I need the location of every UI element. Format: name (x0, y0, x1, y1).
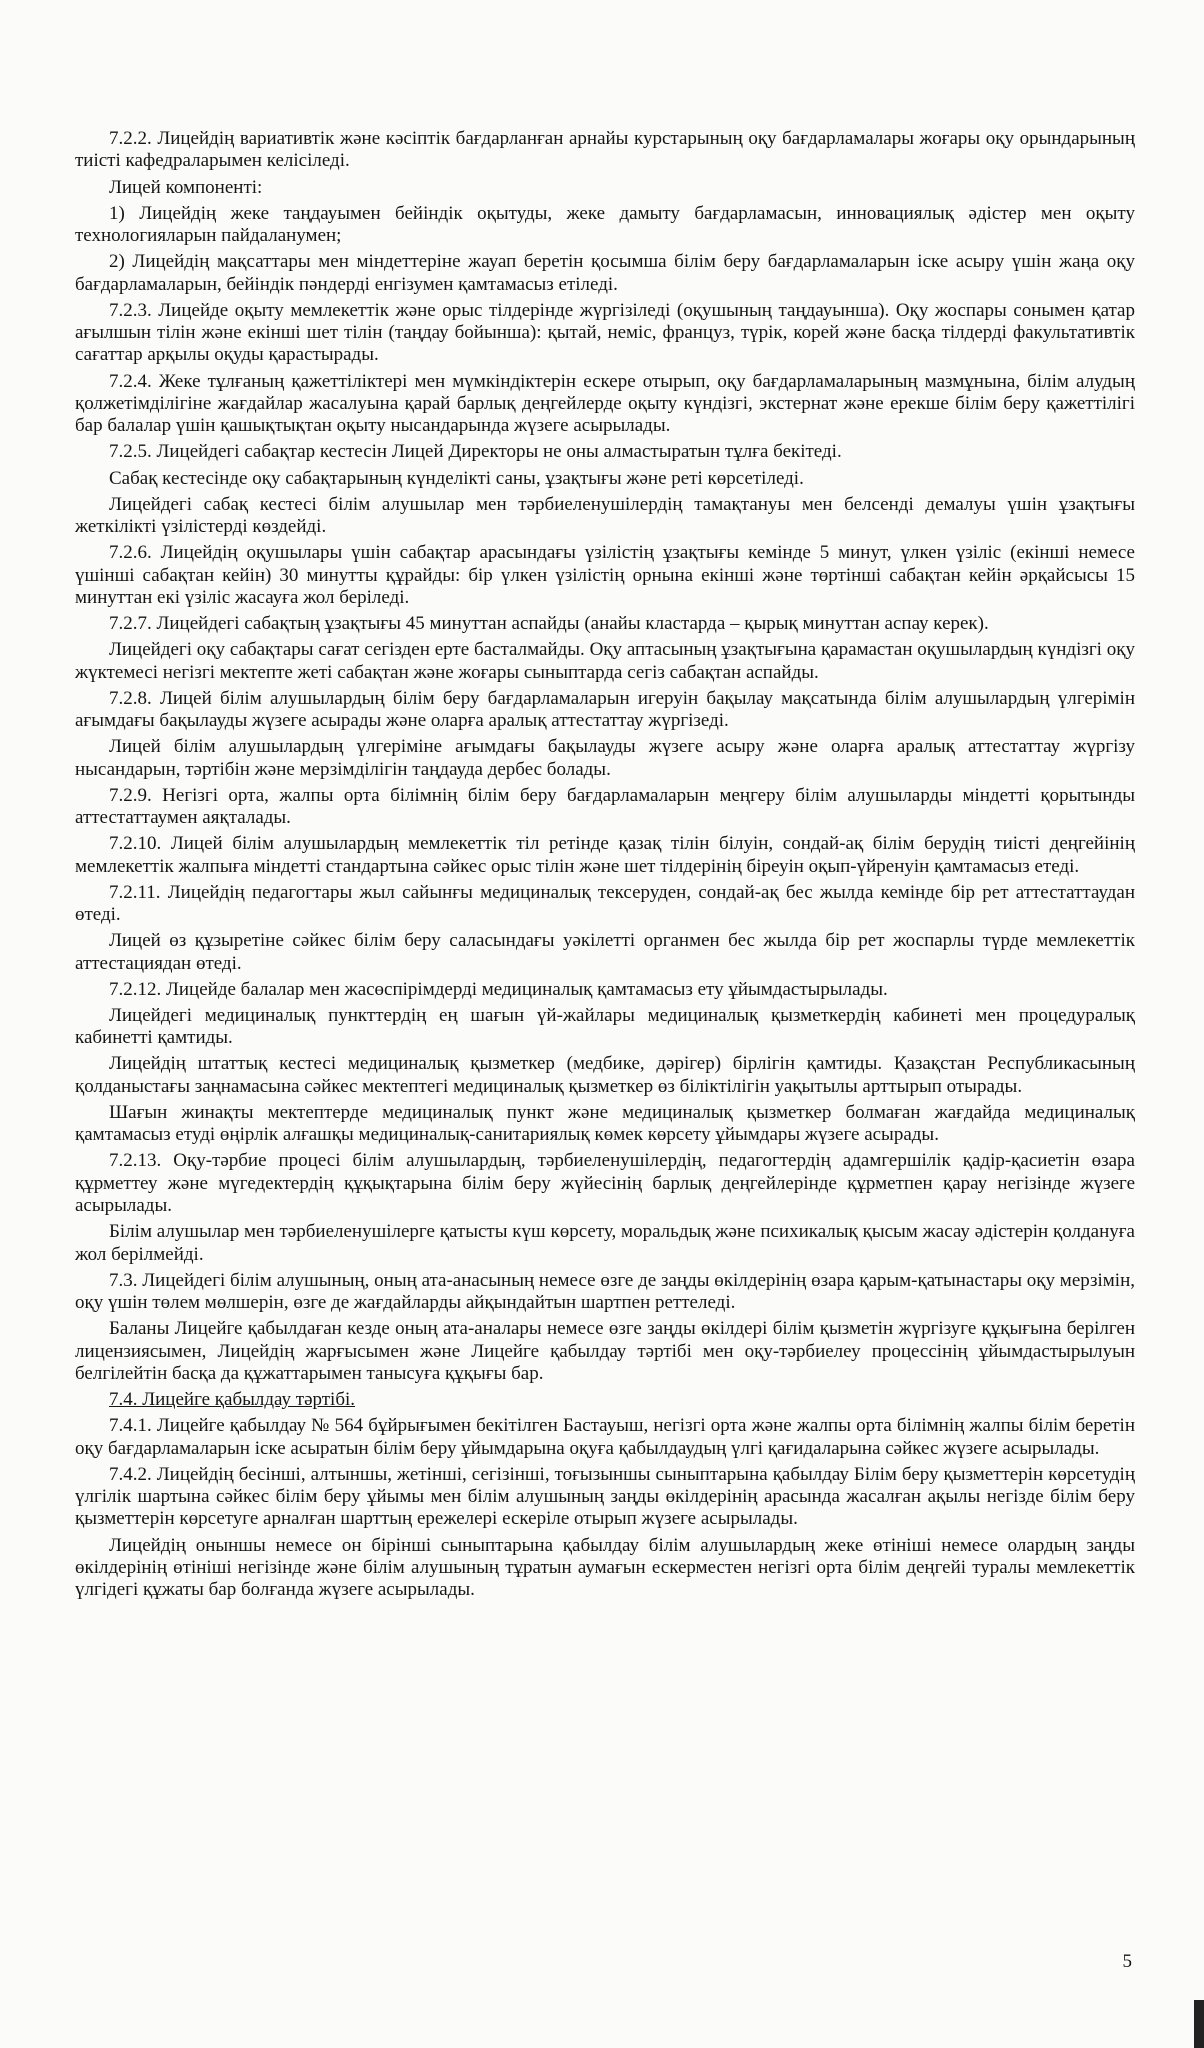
paragraph-schedule-content: Сабақ кестесінде оқу сабақтарының күнделікті саны, ұзақтығы және реті көрсетіледі. (109, 467, 804, 489)
paragraph-7-4-1: 7.4.1. Лицейге қабылдау № 564 бұйрығымен бекітілген Бастауыш, негізгі орта және жалпы орта білімнің жалпы білім беретін оқу бағдарламаларын іске асыратын білім беру ұйымдарына оқуға қабылдаудың үлгі қағидаларына сәйкес жүзеге асырылады. (75, 1415, 1135, 1459)
paragraph-lessons-start: Лицейдегі оқу сабақтары сағат сегізден ерте басталмайды. Оқу аптасының ұзақтығына қарамастан оқушылардың күндізгі оқу жүктемесі негізгі мектепте жеті сабақтан және жоғары сыныптарда сегіз сабақтан аспайды. (75, 639, 1135, 683)
document-body (75, 128, 1135, 1605)
paragraph-schedule-breaks: Лицейдегі сабақ кестесі білім алушылар мен тәрбиеленушілердің тамақтануы мен белсенді демалуы үшін ұзақтығы жеткілікті үзілістерді көздейді. (75, 493, 1135, 537)
paragraph-state-attestation: Лицей өз құзыретіне сәйкес білім беру саласындағы уәкілетті органмен бес жылда бір рет жоспарлы түрде мемлекеттік аттестациядан өтеді. (75, 930, 1135, 974)
paragraph-grades-10-11: Лицейдің оныншы немесе он бірінші сыныптарына қабылдау білім алушылардың жеке өтініші немесе олардың заңды өкілдерінің өтініші негізінде және білім алушының тұратын аумағын ескерместен негізгі орта білім деңгейі туралы мемлекеттік үлгідегі құжаты бар болғанда жүзеге асырылады. (75, 1534, 1135, 1601)
paragraph-assessment-forms: Лицей білім алушылардың үлгеріміне ағымдағы бақылауды жүзеге асыру және оларға аралық аттестаттау жүргізу нысандарын, тәртібін және мерзімділігін таңдауда дербес болады. (75, 736, 1135, 780)
scan-edge-mark (1194, 2000, 1204, 2048)
paragraph-medical-rooms: Лицейдегі медициналық пункттердің ең шағын үй-жайлары медициналық қызметкердің кабинеті мен процедуралық кабинетті қамтиды. (75, 1004, 1135, 1049)
paragraph-7-2-13: 7.2.13. Оқу-тәрбие процесі білім алушылардың, тәрбиеленушілердің, педагогтердің адамгершілік қадір-қасиетін өзара құрметтеу және мүгедектердің құқықтарына білім беру жүйесінің барлық деңгейлерінде құрметпен қарау негізінде жүзеге асырылады. (75, 1150, 1135, 1216)
paragraph-7-2-7: 7.2.7. Лицейдегі сабақтың ұзақтығы 45 минуттан аспайды (анайы кластарда – қырық минуттан аспау керек). (109, 613, 989, 634)
paragraph-medical-staff: Лицейдің штаттық кестесі медициналық қызметкер (медбике, дәрігер) бірлігін қамтиды. Қазақстан Республикасының қолданыстағы заңнамасына сәйкес мектептегі медициналық қызметкер өз біліктілігін уақытылы арттырып отырады. (75, 1053, 1135, 1097)
paragraph-7-2-4: 7.2.4. Жеке тұлғаның қажеттіліктері мен мүмкіндіктерін ескере отырып, оқу бағдарламаларының мазмұнына, білім алудың қолжетімділігіне жағдайлар жасалуына қарай барлық деңгейлерде оқыту күндізгі, экстернат және ерекше білім беру қажеттілігі бар балалар үшін қашықтықтан оқыту нысандарында жүзеге асырылады. (75, 370, 1135, 437)
paragraph-7-2-2: 7.2.2. Лицейдің вариативтік және кәсіптік бағдарланған арнайы курстарының оқу бағдарламалары жоғары оқу орындарының тиісті кафедраларымен келісіледі. (75, 128, 1135, 172)
paragraph-7-2-10: 7.2.10. Лицей білім алушылардың мемлекеттік тіл ретінде қазақ тілін білуін, сондай-ақ білім берудің тиісті деңгейінің мемлекеттік жалпыға міндетті стандартына сәйкес орыс тілін және шет тілдерінің біреуін оқып-үйренуін қамтамасыз етеді. (75, 833, 1135, 877)
paragraph-no-violence: Білім алушылар мен тәрбиеленушілерге қатысты күш көрсету, моральдық және психикалық қысым жасау әдістерін қолдануға жол берілмейді. (75, 1221, 1135, 1265)
section-heading-7-4-text: 7.4. Лицейге қабылдау тәртібі. (109, 1389, 356, 1410)
paragraph-7-2-8: 7.2.8. Лицей білім алушылардың білім беру бағдарламаларын игеруін бақылау мақсатында білім алушылардың үлгерімін ағымдағы бақылауды жүзеге асырады және оларға аралық аттестаттау жүргізеді. (75, 687, 1135, 731)
paragraph-7-2-6: 7.2.6. Лицейдің оқушылары үшін сабақтар арасындағы үзілістің ұзақтығы кемінде 5 минут, үлкен үзіліс (екінші немесе үшінші сабақтан кейін) 30 минутты құрайды: бір үлкен үзілістің орнына екінші және төртінші сабақтан кейін әрқайсысы 15 минуттан екі үзіліс жасауға жол беріледі. (75, 542, 1135, 608)
list-item-1: 1) Лицейдің жеке таңдауымен бейіндік оқытуды, жеке дамыту бағдарламасын, инновациялық әдістер мен оқыту технологияларын пайдаланумен; (75, 202, 1135, 246)
paragraph-7-2-11: 7.2.11. Лицейдің педагогтары жыл сайынғы медициналық тексеруден, сондай-ақ бес жылда кемінде бір рет аттестаттаудан өтеді. (75, 881, 1135, 925)
paragraph-parents-rights: Баланы Лицейге қабылдаған кезде оның ата-аналары немесе өзге заңды өкілдері білім қызметін жүргізуге құқығына берілген лицензиясымен, Лицейдің жарғысымен және Лицейге қабылдау тәртібі мен оқу-тәрбиелеу процессінің ұйымдастырылуын белгілейтін басқа да құжаттарымен танысуға құқығы бар. (75, 1318, 1135, 1384)
paragraph-lyceum-component: Лицей компоненті: (109, 176, 263, 198)
section-heading-7-4 (75, 1389, 1135, 1411)
paragraph-7-2-9: 7.2.9. Негізгі орта, жалпы орта білімнің білім беру бағдарламаларын меңгеру білім алушыларды міндетті қорытынды аттестаттаумен аяқталады. (75, 784, 1135, 828)
paragraph-7-4-2: 7.4.2. Лицейдің бесінші, алтыншы, жетінші, сегізінші, тоғызыншы сыныптарына қабылдау Білім беру қызметтерін көрсетудің үлгілік шартына сәйкес білім беру ұйымы мен білім алушының заңды өкілдерінің арасында жасалған ақылы негізде білім беру қызметтерін көрсетуге арналған шарттың ережелері ескеріле отырып жүзеге асырылады. (75, 1463, 1135, 1530)
list-item-2: 2) Лицейдің мақсаттары мен міндеттеріне жауап беретін қосымша білім беру бағдарламаларын іске асыру үшін жаңа оқу бағдарламаларын, бейіндік пәндерді енгізумен қамтамасыз етіледі. (75, 251, 1135, 295)
paragraph-7-2-3: 7.2.3. Лицейде оқыту мемлекеттік және орыс тілдерінде жүргізіледі (оқушының таңдауынша). Оқу жоспары сонымен қатар ағылшын тілін және екінші шет тілін (таңдау бойынша): қытай, неміс, француз, түрік, корей және басқа тілдерді факультативтік сағаттар арқылы оқуды қарастырады. (75, 299, 1135, 366)
paragraph-7-2-5: 7.2.5. Лицейдегі сабақтар кестесін Лицей Директоры не оны алмастыратын тұлға бекітеді. (109, 441, 842, 463)
paragraph-7-2-12: 7.2.12. Лицейде балалар мен жасөспірімдерді медициналық қамтамасыз ету ұйымдастырылады. (109, 978, 888, 1000)
paragraph-small-schools: Шағын жинақты мектептерде медициналық пункт және медициналық қызметкер болмаған жағдайда медициналық қамтамасыз етуді өңірлік алғашқы медициналық-санитариялық көмек көрсету ұйымдары жүзеге асырады. (75, 1101, 1135, 1146)
page-number: 5 (1122, 1951, 1132, 1972)
paragraph-7-3: 7.3. Лицейдегі білім алушының, оның ата-анасының немесе өзге де заңды өкілдерінің өзара қарым-қатынастары оқу мерзімін, оқу үшін төлем мөлшерін, өзге де жағдайларды айқындайтын шартпен реттеледі. (75, 1269, 1135, 1313)
